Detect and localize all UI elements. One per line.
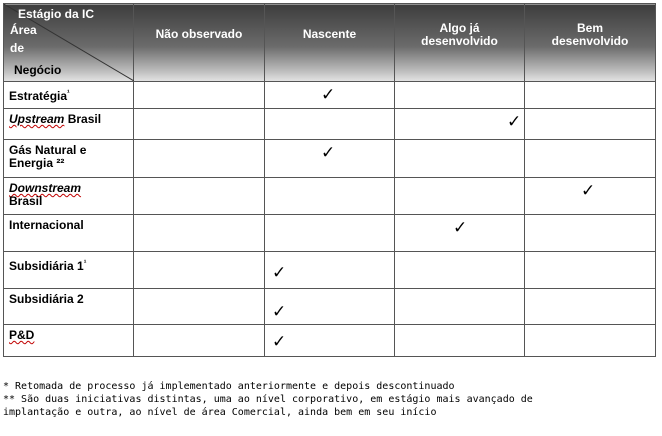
row-label (4, 82, 134, 109)
table-cell (134, 82, 265, 109)
table-cell (395, 215, 525, 252)
table-cell (525, 325, 656, 357)
table-cell (395, 82, 525, 109)
table-cell (134, 325, 265, 357)
table-cell (525, 215, 656, 252)
table-cell (525, 289, 656, 325)
table-cell (395, 252, 525, 289)
row-label-text: Internacional (9, 218, 84, 232)
table-cell (265, 215, 395, 252)
table-cell (525, 140, 656, 178)
table-row (4, 252, 656, 289)
row-label-text: Downstream (9, 181, 82, 195)
table-cell (265, 325, 395, 357)
check-mark-icon: ✓ (453, 218, 468, 237)
table-row (4, 82, 656, 109)
check-mark-icon: ✓ (581, 181, 596, 200)
table-cell (395, 325, 525, 357)
footnote-2-continued: implantação e outra, ao nível de área Comercial, ainda bem em seu início (3, 407, 437, 418)
row-label-text: Gás Natural e Energia ²² (9, 143, 87, 170)
header-row (4, 4, 656, 82)
corner-header-cell (4, 4, 134, 82)
footnotes (3, 380, 655, 419)
row-label (4, 215, 134, 252)
check-mark-icon: ✓ (321, 85, 336, 104)
column-header-nao-observado: Não observado (134, 4, 265, 82)
table-row (4, 140, 656, 178)
row-label-text: Subsidiária 1 (9, 259, 84, 273)
row-label-suffix: Brasil (64, 112, 102, 126)
check-mark-icon: ✓ (507, 112, 522, 131)
maturity-table (3, 3, 656, 357)
check-mark-icon: ✓ (272, 263, 287, 282)
row-label-suffix: Brasil (9, 194, 43, 208)
table-row (4, 178, 656, 215)
row-label (4, 178, 134, 215)
column-header-algo-ja-desenvolvido: Algo já desenvolvido (395, 4, 525, 82)
row-label (4, 289, 134, 325)
row-label-text: Subsidiária 2 (9, 292, 84, 306)
row-label-text: Estratégia (9, 89, 68, 103)
footnote-mark: ¹ (83, 258, 87, 267)
table-cell (265, 252, 395, 289)
table-cell (265, 140, 395, 178)
table-cell (134, 140, 265, 178)
corner-business-label: Negócio (14, 63, 62, 77)
row-label (4, 252, 134, 289)
table-cell (395, 109, 525, 140)
table-cell (395, 178, 525, 215)
row-label (4, 325, 134, 357)
check-mark-icon: ✓ (321, 143, 336, 162)
footnote-2: ** São duas iniciativas distintas, uma ao nível corporativo, em estágio mais avançado de (3, 394, 533, 405)
table-cell (265, 178, 395, 215)
footnote-1: * Retomada de processo já implementado anteriormente e depois descontinuado (3, 381, 455, 392)
table-cell (395, 140, 525, 178)
table-cell (134, 215, 265, 252)
table-cell (134, 252, 265, 289)
table-cell (525, 178, 656, 215)
footnote-mark: ¹ (67, 88, 70, 97)
table-row (4, 325, 656, 357)
table-cell (395, 289, 525, 325)
corner-stage-label: Estágio da IC (18, 7, 95, 21)
table-cell (525, 82, 656, 109)
table-cell (265, 82, 395, 109)
table-row (4, 215, 656, 252)
column-header-nascente: Nascente (265, 4, 395, 82)
row-label-text: P&D (9, 328, 35, 342)
corner-area-label: Área (10, 23, 37, 37)
check-mark-icon: ✓ (272, 302, 287, 321)
table-cell (134, 109, 265, 140)
row-label (4, 140, 134, 178)
table-cell (525, 252, 656, 289)
table-cell (525, 109, 656, 140)
table-row (4, 109, 656, 140)
row-label-text: Upstream (9, 112, 65, 126)
column-header-bem-desenvolvido: Bem desenvolvido (525, 4, 656, 82)
row-label (4, 109, 134, 140)
table-cell (265, 109, 395, 140)
check-mark-icon: ✓ (272, 332, 287, 351)
table-row (4, 289, 656, 325)
table-cell (265, 289, 395, 325)
table-cell (134, 178, 265, 215)
corner-de-label: de (10, 41, 25, 55)
table-cell (134, 289, 265, 325)
